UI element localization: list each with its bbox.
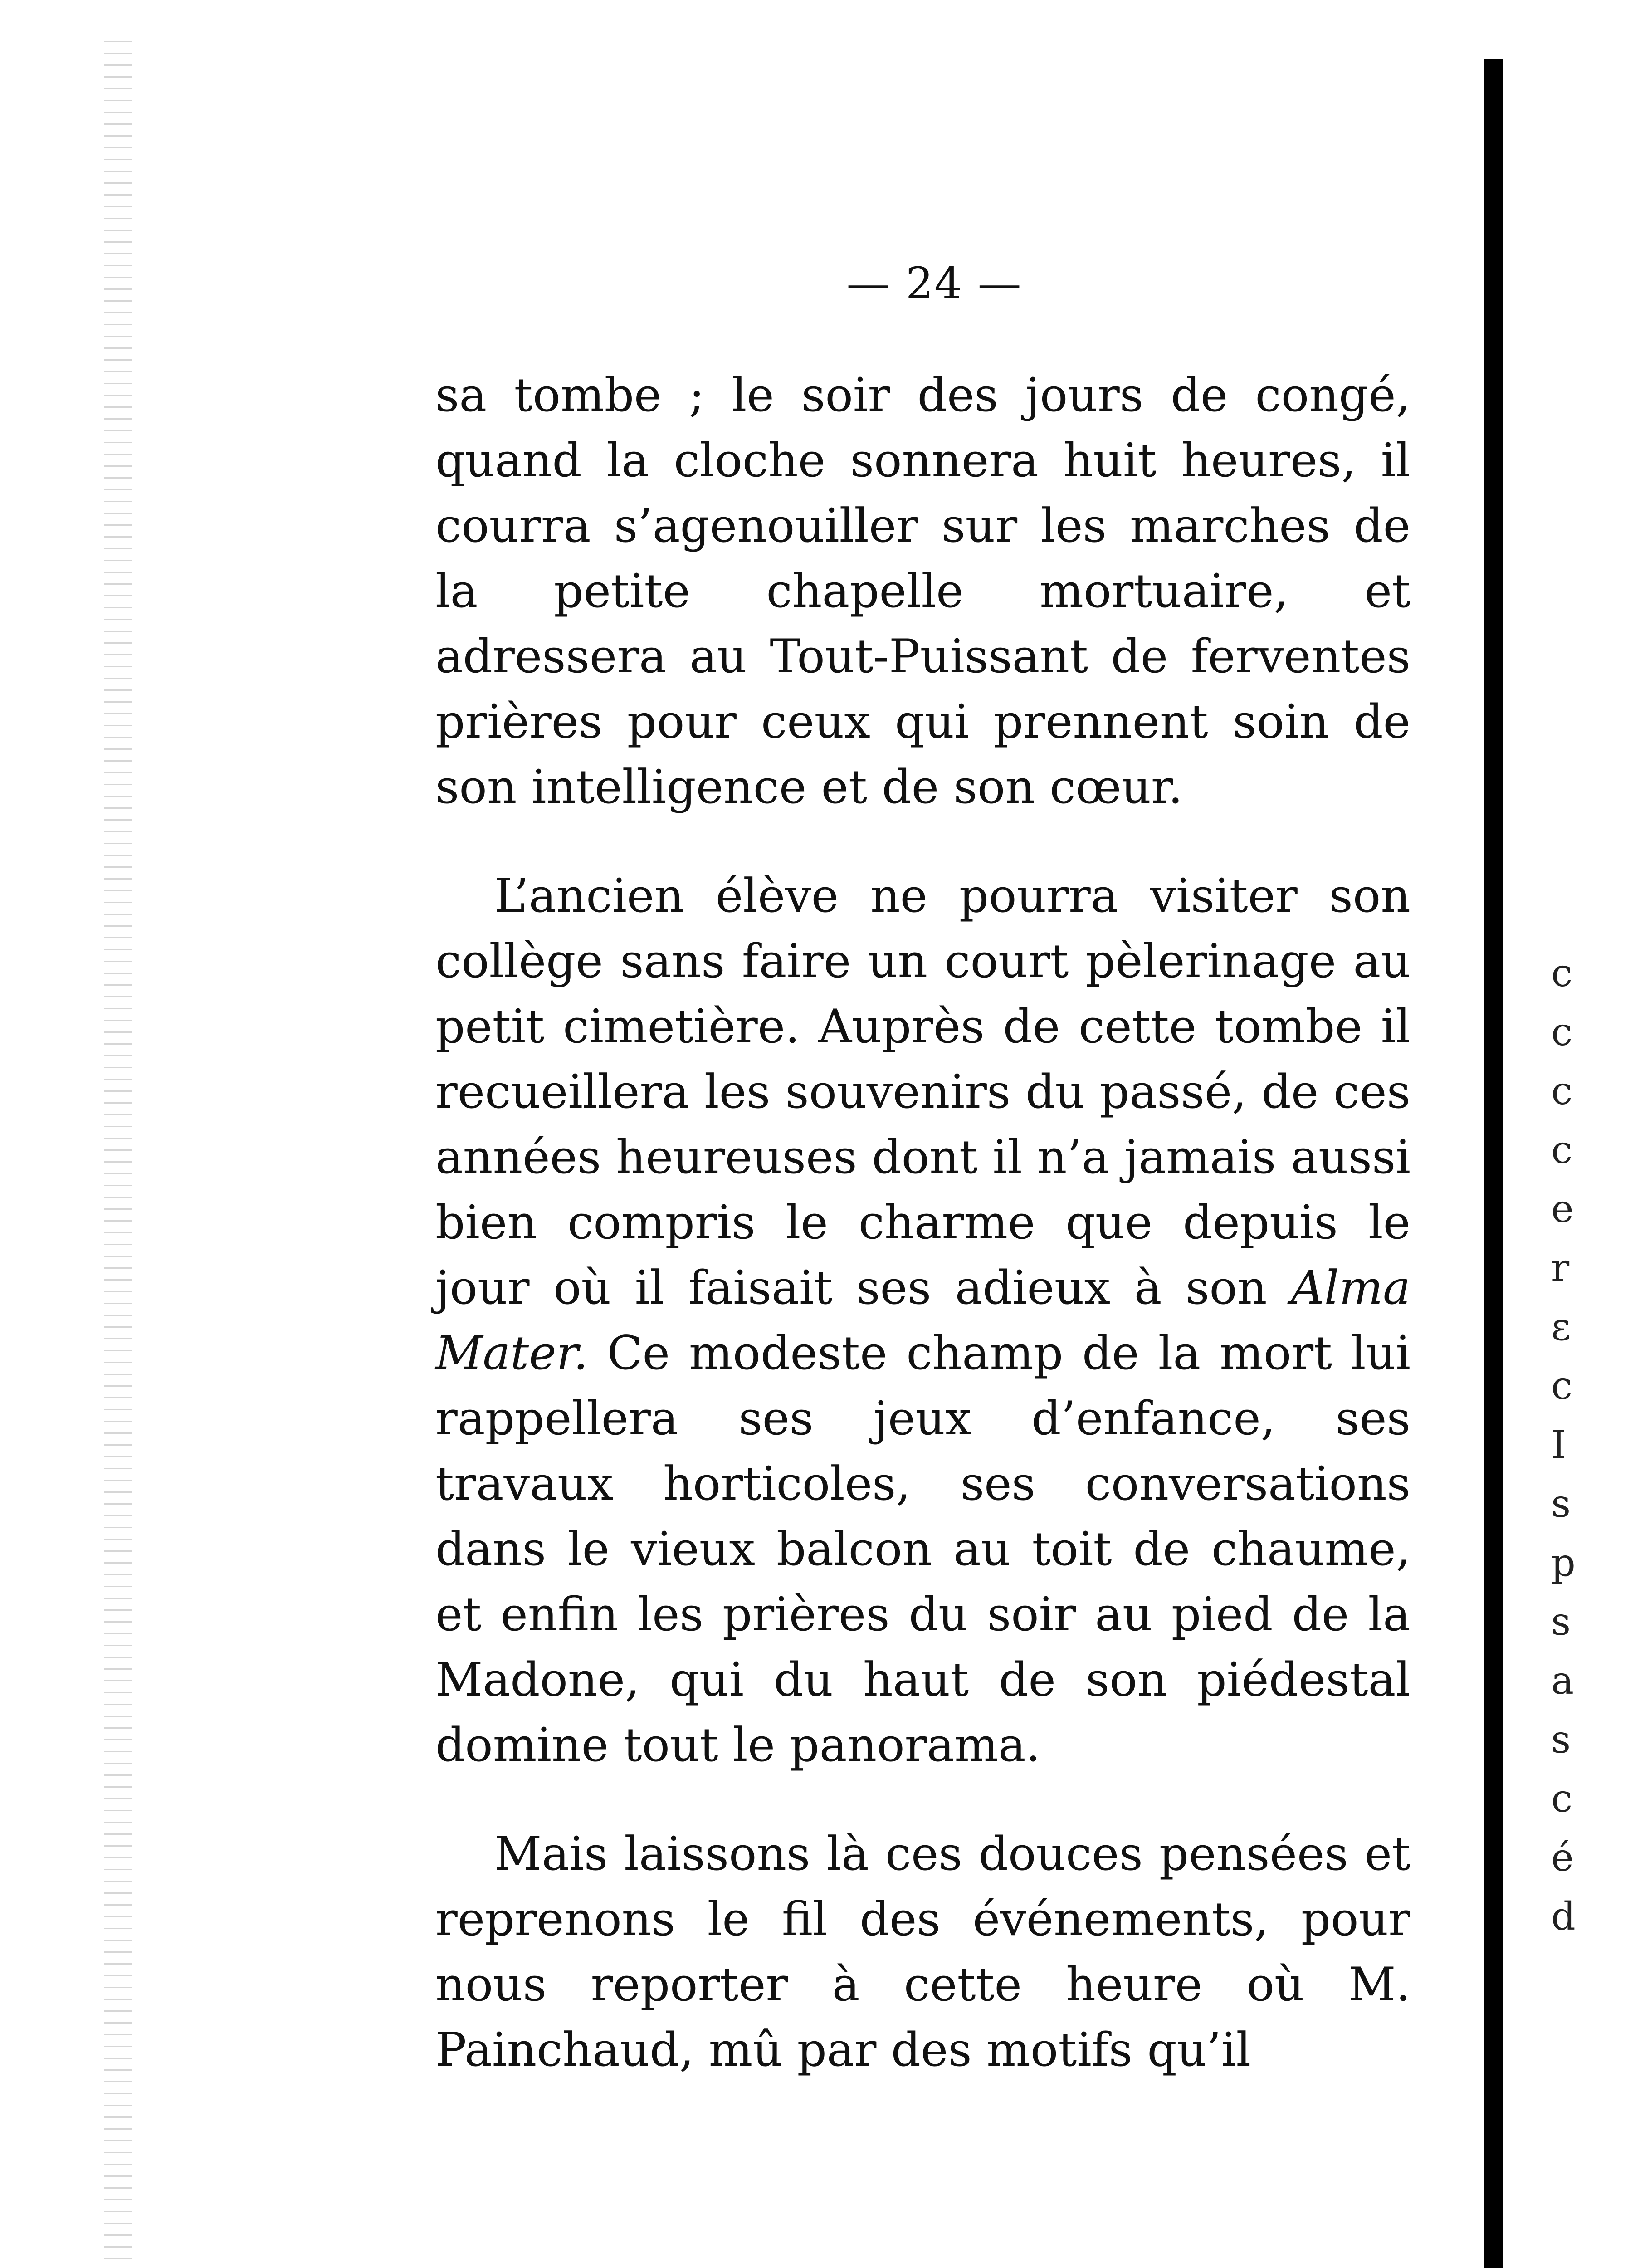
facing-letter: a	[1551, 1658, 1574, 1703]
paragraph-3: Mais laissons là ces douces pensées et reprenons le fil des événements, pour nous reporter à cette heure où M. Painchaud, mû par des motifs qu’il	[435, 1827, 1410, 2077]
facing-letter: c	[1551, 951, 1573, 995]
binding-gutter	[104, 41, 132, 2263]
facing-letter: c	[1551, 1364, 1573, 1408]
facing-letter: d	[1551, 1894, 1576, 1939]
binding-edge-bar	[1484, 59, 1503, 2268]
facing-letter: I	[1551, 1422, 1567, 1467]
paragraph-2-text-b: Ce modeste champ de la mort lui rappellera ses jeux d’enfance, ses travaux horticoles, ses conversations dans le vieux balcon au toit de chaume, et enfin les prières du soir au pied de la Madone, qui du haut de son piédestal domine tout le panorama.	[435, 1326, 1410, 1772]
facing-letter: c	[1551, 1010, 1573, 1054]
facing-letter: s	[1551, 1481, 1571, 1526]
facing-letter: é	[1551, 1835, 1574, 1880]
page-number: — 24 —	[846, 258, 1022, 309]
facing-letter: c	[1551, 1069, 1573, 1113]
facing-letter: c	[1551, 1776, 1573, 1821]
facing-letter: s	[1551, 1717, 1571, 1762]
facing-letter: s	[1551, 1599, 1571, 1644]
paragraph-2	[435, 864, 1410, 1778]
paragraph-1: sa tombe ; le soir des jours de congé, quand la cloche sonnera huit heures, il courra s’agenouiller sur les marches de la petite chapelle mortuaire, et adressera au Tout-Puissant de ferventes prières pour ceux qui prennent soin de son intelligence et de son cœur.	[435, 368, 1410, 814]
facing-letter: ε	[1551, 1305, 1571, 1349]
facing-letter: r	[1551, 1246, 1570, 1290]
facing-page-bleed	[1551, 943, 1606, 1946]
facing-letter: p	[1551, 1540, 1576, 1585]
alma-mater-italic: Alma Mater.	[435, 1261, 1410, 1380]
paragraph-2-text-a: L’ancien élève ne pourra visiter son collège sans faire un court pèlerinage au petit cimetière. Auprès de cette tombe il recueillera les souvenirs du passé, de ces années heureuses dont il n’a jamais aussi bien compris le charme que depuis le jour où il faisait ses adieux à son	[435, 869, 1410, 1315]
facing-letter: e	[1551, 1187, 1574, 1231]
body-text	[435, 363, 1410, 2083]
facing-letter: c	[1551, 1128, 1573, 1172]
